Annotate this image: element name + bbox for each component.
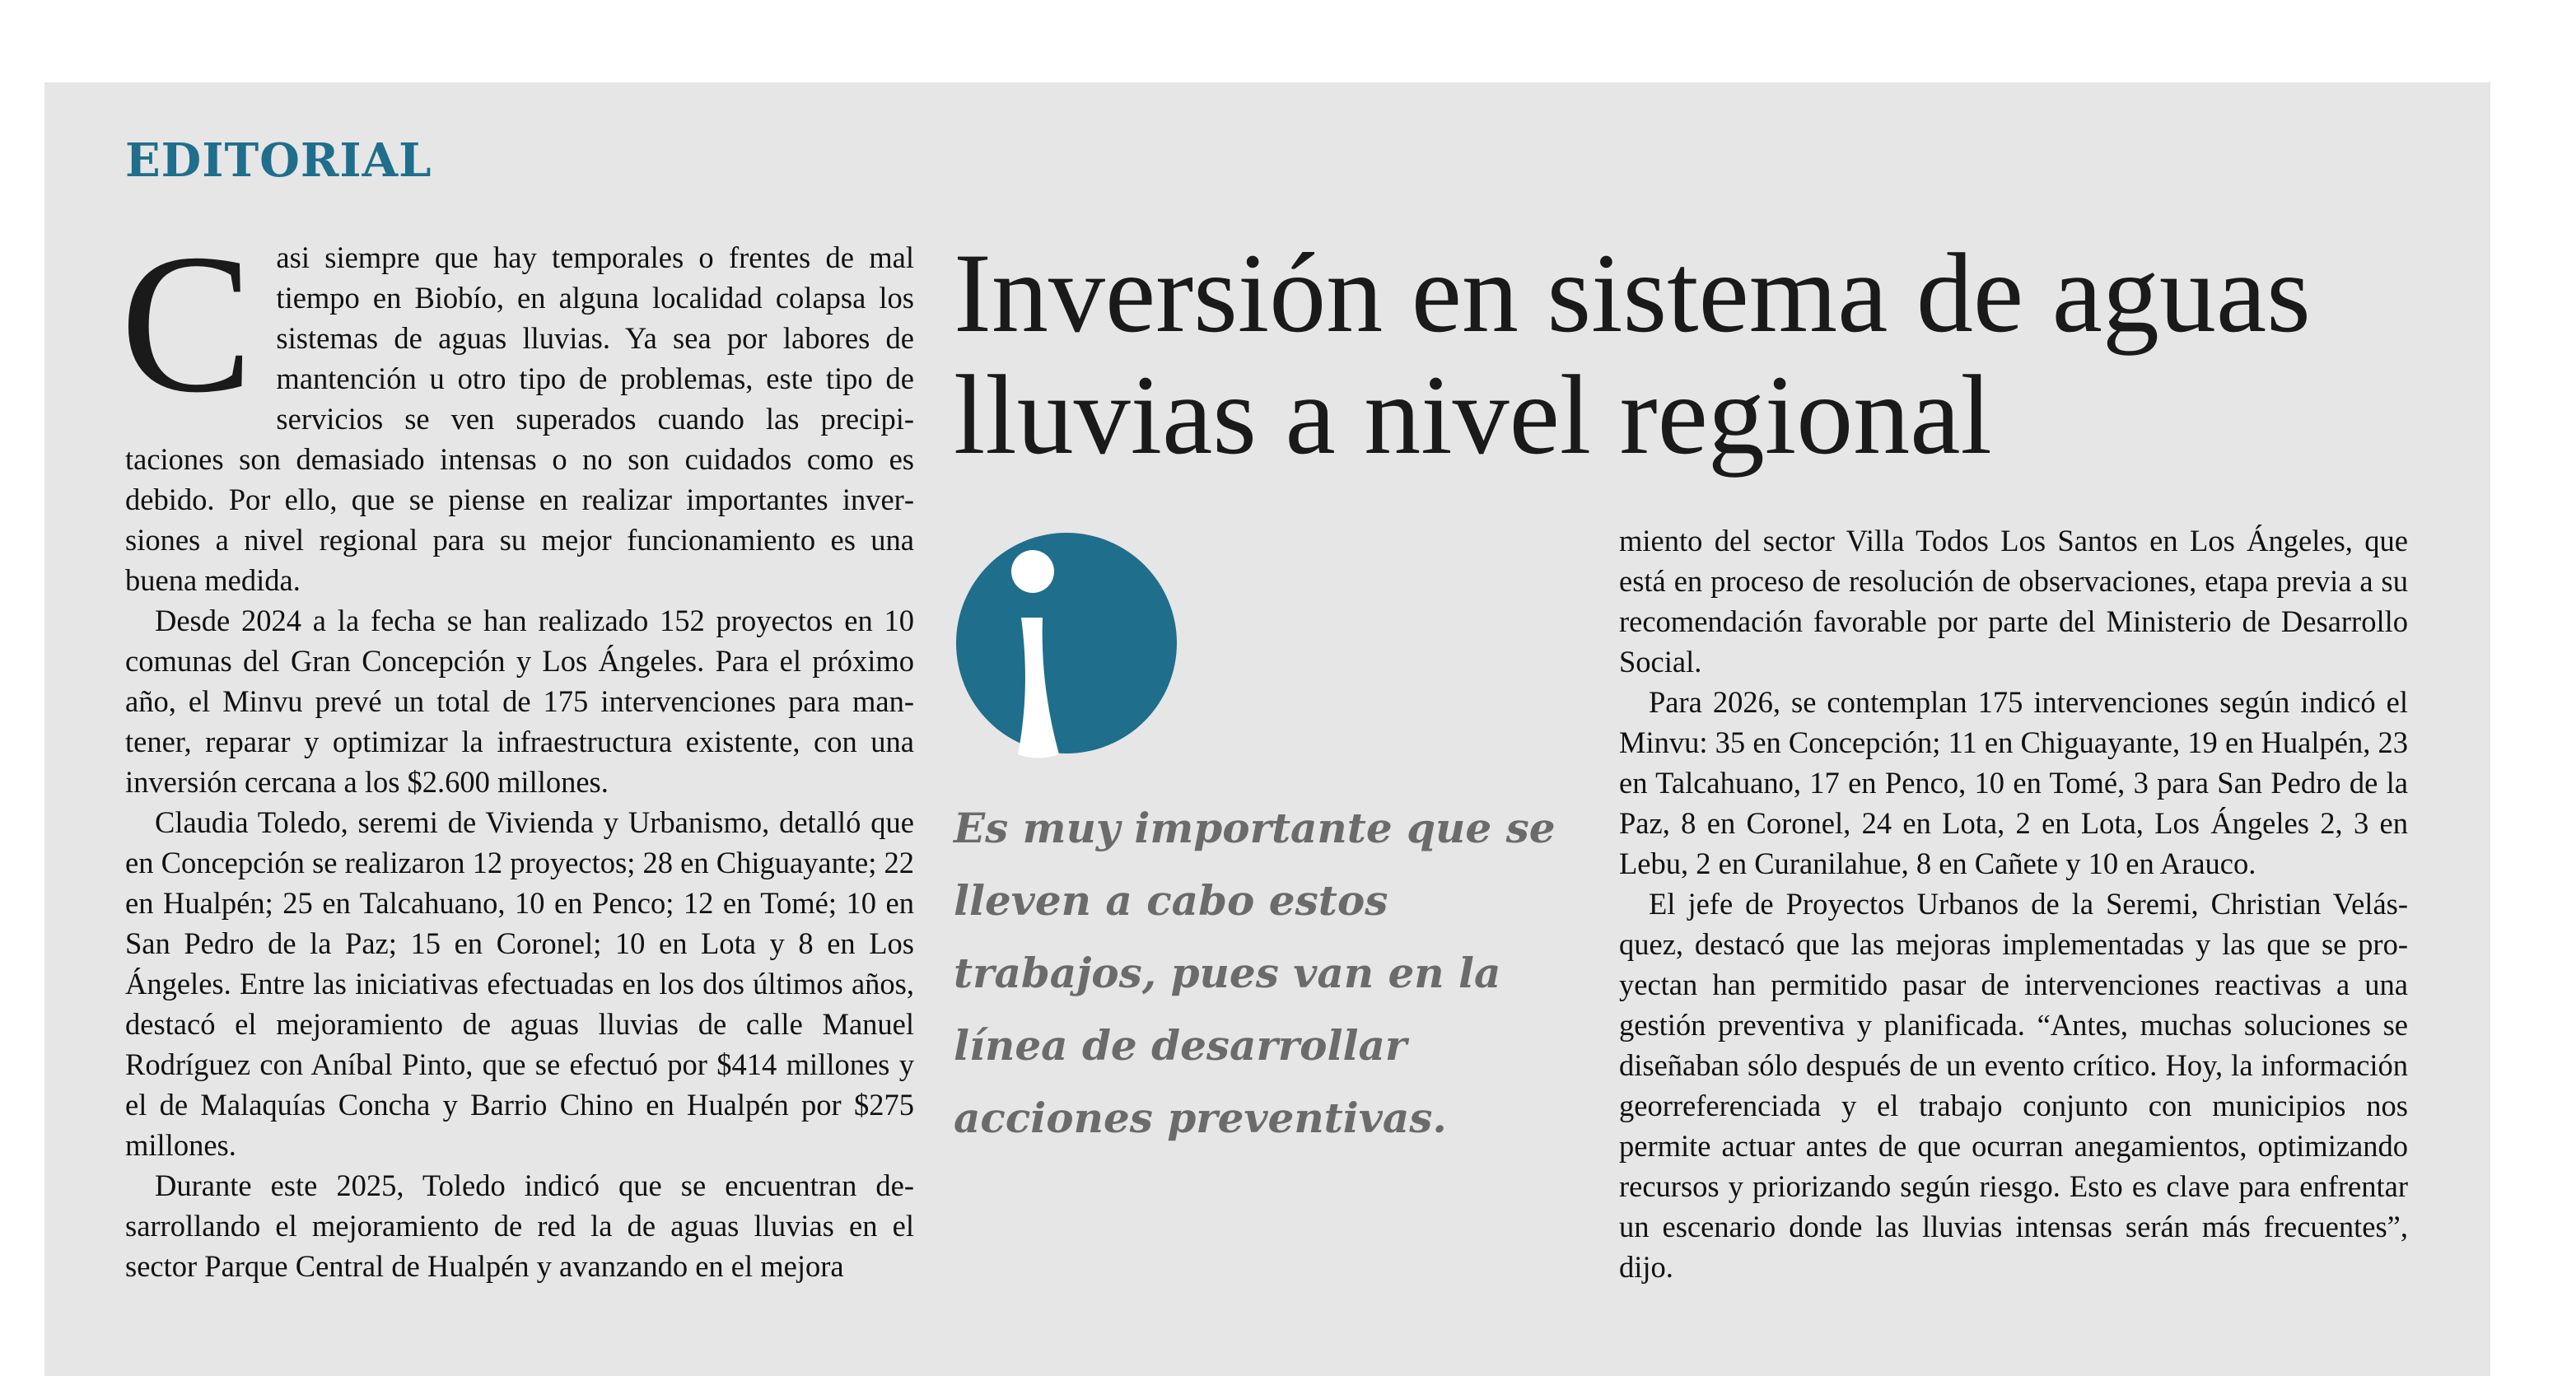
article-paragraph-1 xyxy=(120,213,914,600)
article-column-right xyxy=(1619,520,2408,1287)
article-paragraph-7: El jefe de Proyectos Urbanos de la Seremi, Christian Velásquez, destacó que las mejoras implementadas y las que se proyectan han permitido pasar de intervenciones reactivas a una gestión preventiva y planificada. “Antes, muchas soluciones se diseñaban sólo después de un evento crítico. Hoy, la información georreferenciada y el trabajo conjunto con municipios nos permite actuar antes de que ocurran anegamientos, optimizando recursos y priorizando según riesgo. Esto es clave para enfrentar un escenario donde las lluvias intensas serán más frecuentes”, dijo. xyxy=(1619,887,2408,1284)
info-icon xyxy=(955,527,1178,759)
article-paragraph-1-text: asi siempre que hay temporales o frentes de mal tiempo en Biobío, en alguna localidad colapsa los sistemas de aguas lluvias. Ya sea por labores de mantención u otro tipo de problemas, este tipo de servicios se ven superados cuando las precipitaciones son demasiado intensas o no son cuidados como es debido. Por ello, que se piense en realizar importantes inversiones a nivel regional para su mejor funcionamiento es una buena medida. xyxy=(125,240,914,597)
pull-quote: Es muy importante que se lleven a cabo estos trabajos, pues van en la línea de desarrollar acciones preventivas. xyxy=(954,804,1556,1142)
article-headline: Inversión en sistema de aguas lluvias a nivel regional xyxy=(954,230,2311,478)
article-paragraph-2: Desde 2024 a la fecha se han realizado 152 proyectos en 10 comunas del Gran Concepción y Los Ángeles. Para el próximo año, el Minvu prevé un total de 175 intervenciones para mantener, reparar y optimizar la infraestructura existente, con una inversión cercana a los $2.600 millones. xyxy=(125,604,914,799)
article-column-left xyxy=(120,213,914,1286)
article-paragraph-4: Durante este 2025, Toledo indicó que se encuentran desarrollando el mejoramiento de red la de aguas lluvias en el sector Parque Central de Hualpén y avanzando en el mejora xyxy=(125,1168,914,1283)
drop-cap: C xyxy=(120,213,254,434)
article-paragraph-5: miento del sector Villa Todos Los Santos en Los Ángeles, que está en proceso de resolución de observaciones, etapa previa a su recomendación favorable por parte del Ministerio de Desarrollo Social. xyxy=(1619,524,2408,679)
section-label: EDITORIAL xyxy=(125,133,432,188)
article-paragraph-6: Para 2026, se contemplan 175 intervenciones según indicó el Minvu: 35 en Concepción; 11 en Chiguayante, 19 en Hualpén, 23 en Talcahuano, 17 en Penco, 10 en Tomé, 3 para San Pedro de la Paz, 8 en Coronel, 24 en Lota, 2 en Lota, Los Ángeles 2, 3 en Lebu, 2 en Curanilahue, 8 en Cañete y 10 en Arauco. xyxy=(1619,685,2408,880)
article-paragraph-3: Claudia Toledo, seremi de Vivienda y Urbanismo, detalló que en Concepción se realizaron 12 proyectos; 28 en Chiguayante; 22 en Hualpén; 25 en Talcahuano, 10 en Penco; 12 en Tomé; 10 en San Pedro de la Paz; 15 en Coronel; 10 en Lota y 8 en Los Ángeles. Entre las iniciativas efectuadas en los dos últimos años, destacó el mejoramiento de aguas lluvias de calle Manuel Rodríguez con Aníbal Pinto, que se efectuó por $414 millones y el de Malaquías Concha y Barrio Chino en Hualpén por $275 millones. xyxy=(125,805,914,1162)
